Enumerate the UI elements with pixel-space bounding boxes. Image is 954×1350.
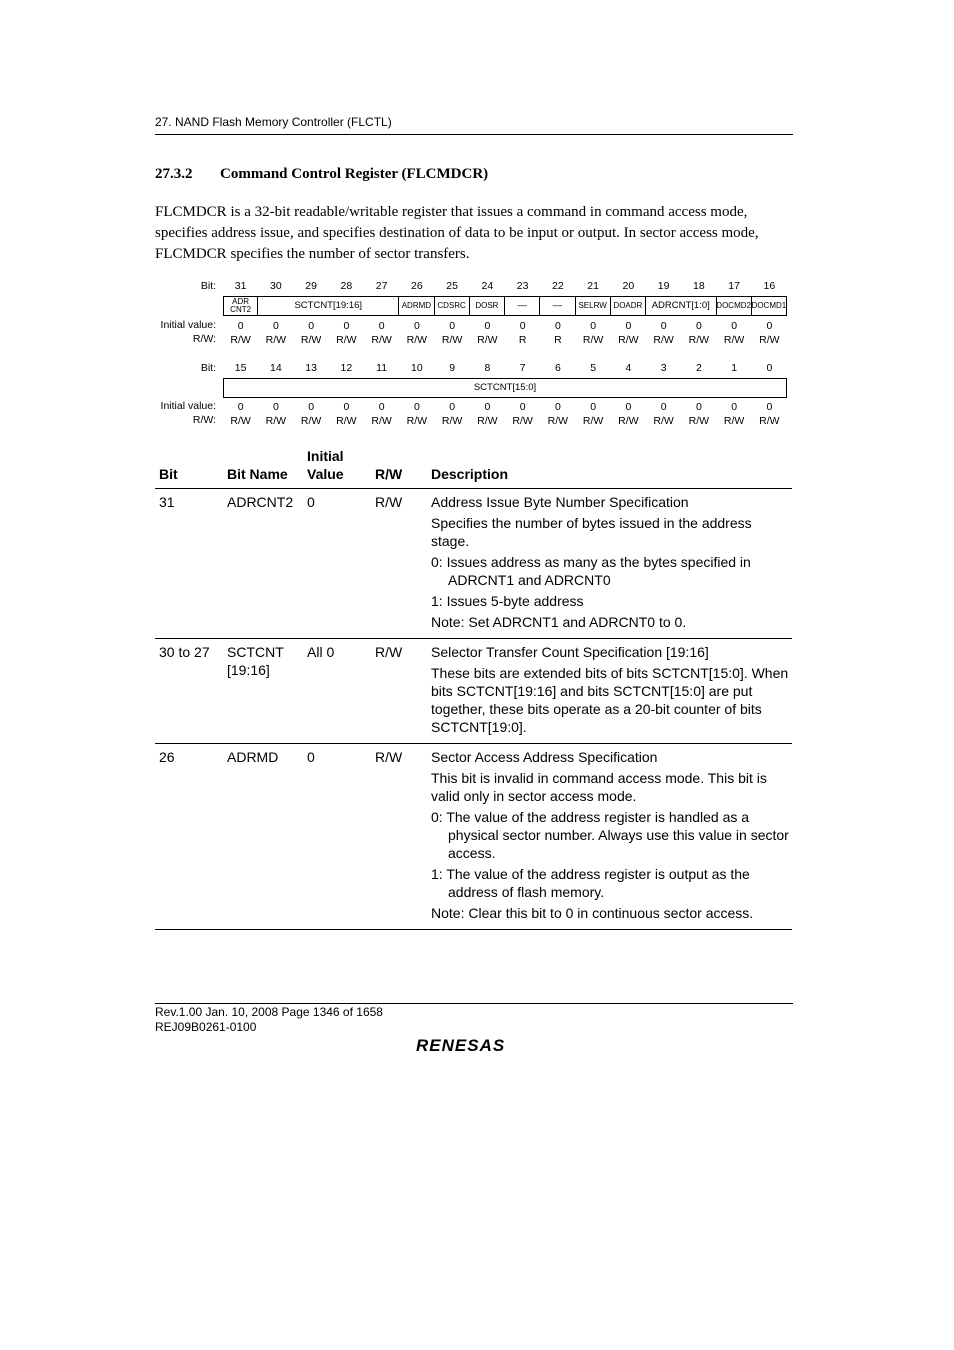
register-cell: 31 [234, 280, 247, 292]
description-paragraph: Selector Transfer Count Specification [19:16] [431, 644, 709, 660]
header-bit-name: Bit Name [227, 466, 288, 482]
register-cell: 0 [343, 320, 350, 332]
register-cell: 0 [695, 401, 702, 413]
register-field: — [505, 296, 540, 316]
register-field: ADRMD [399, 296, 434, 316]
register-cell: 2 [695, 362, 702, 374]
register-cell: 25 [446, 280, 458, 292]
field-row [223, 378, 787, 398]
register-cell: 0 [484, 320, 491, 332]
register-cell: 0 [272, 401, 279, 413]
register-cell: R/W [759, 334, 780, 346]
register-cell: 0 [272, 320, 279, 332]
register-cell: 1 [731, 362, 738, 374]
register-cell: 29 [305, 280, 317, 292]
register-cell: R/W [688, 334, 710, 346]
register-cell: 7 [519, 362, 526, 374]
footer-revision: Rev.1.00 Jan. 10, 2008 Page 1346 of 1658 [155, 1005, 383, 1019]
register-cell: 18 [693, 280, 705, 292]
register-cell: R/W [547, 415, 569, 427]
description-paragraph: 1: Issues 5-byte address [431, 593, 584, 609]
description-paragraph: Note: Clear this bit to 0 in continuous sector access. [431, 905, 754, 921]
register-cell: R/W [265, 334, 287, 346]
cell-initial-value: All 0 [307, 644, 335, 660]
register-cell: 3 [660, 362, 667, 374]
register-cell: 0 [519, 401, 526, 413]
register-cell: 0 [449, 320, 456, 332]
register-cell: R/W [512, 415, 533, 427]
register-cell: R/W [477, 334, 498, 346]
register-field: SCTCNT[15:0] [223, 378, 787, 398]
register-cell: R/W [618, 415, 639, 427]
register-cell: 11 [376, 362, 388, 374]
register-cell: 0 [731, 320, 738, 332]
register-field: DOADR [611, 296, 646, 316]
register-field: DOCMD2 [717, 296, 752, 316]
register-cell: R/W [336, 334, 357, 346]
header-initial-line1: Initial [307, 448, 344, 464]
register-cell: R/W [371, 334, 392, 346]
header-bit: Bit [159, 466, 178, 482]
bit-label: Bit: [200, 280, 216, 292]
table-body [155, 489, 792, 930]
register-cell: 0 [660, 320, 667, 332]
initial-value-label: Initial value: [160, 400, 216, 412]
cell-description [431, 643, 792, 736]
register-cell: 0 [237, 401, 244, 413]
register-cell: 0 [766, 401, 773, 413]
register-cell: 0 [484, 401, 491, 413]
header-initial-value [307, 447, 344, 483]
register-cell: 0 [766, 362, 773, 374]
footer-document-number: REJ09B0261-0100 [155, 1020, 257, 1034]
register-cell: 4 [625, 362, 632, 374]
initial-value-row [223, 401, 787, 413]
register-field: SELRW [576, 296, 611, 316]
table-header [155, 448, 792, 489]
register-cell: R/W [300, 334, 322, 346]
register-cell: R/W [230, 415, 251, 427]
cell-initial-value: 0 [307, 494, 315, 510]
cell-bit-name: ADRMD [227, 749, 279, 765]
register-cell: 20 [622, 280, 635, 292]
cell-bit-name: SCTCNT [19:16] [227, 644, 284, 678]
register-cell: 0 [554, 401, 561, 413]
register-cell: 24 [481, 280, 494, 292]
register-cell: 12 [340, 362, 353, 374]
register-cell: 0 [625, 401, 632, 413]
cell-bit-name: ADRCNT2 [227, 494, 294, 510]
description-paragraph: Specifies the number of bytes issued in the address stage. [431, 515, 752, 549]
register-cell: 5 [590, 362, 597, 374]
register-cell: R/W [582, 334, 604, 346]
register-cell: 26 [411, 280, 423, 292]
description-paragraph: Sector Access Address Specification [431, 749, 658, 765]
register-cell: R/W [477, 415, 498, 427]
bit-label: Bit: [200, 362, 216, 374]
header-rule [155, 134, 793, 135]
footer-rule [155, 1003, 793, 1004]
cell-rw: R/W [375, 749, 403, 765]
register-cell: 0 [413, 401, 420, 413]
running-header: 27. NAND Flash Memory Controller (FLCTL) [155, 115, 392, 129]
register-cell: 19 [657, 280, 670, 292]
register-cell: 0 [343, 401, 350, 413]
field-row [223, 296, 787, 316]
register-cell: 0 [308, 320, 315, 332]
header-rw: R/W [375, 466, 403, 482]
register-cell: R/W [759, 415, 780, 427]
register-cell: 17 [728, 280, 740, 292]
register-cell: R/W [300, 415, 322, 427]
register-field: CDSRC [435, 296, 470, 316]
rw-row [223, 334, 787, 346]
register-cell: R/W [371, 415, 392, 427]
register-field: — [540, 296, 575, 316]
register-cell: 0 [378, 401, 385, 413]
register-cell: R/W [265, 415, 287, 427]
rw-row [223, 415, 787, 427]
register-cell: R [518, 334, 527, 346]
register-cell: R/W [441, 415, 463, 427]
register-cell: 0 [308, 401, 315, 413]
register-cell: R/W [230, 334, 251, 346]
description-paragraph: Note: Set ADRCNT1 and ADRCNT0 to 0. [431, 614, 687, 630]
header-initial-line2: Value [307, 466, 344, 482]
rw-label: R/W: [192, 414, 216, 426]
register-cell: 23 [516, 280, 529, 292]
register-cell: R/W [336, 415, 357, 427]
cell-description [431, 748, 792, 922]
initial-value-label: Initial value: [160, 319, 216, 331]
register-cell: R/W [406, 415, 428, 427]
description-paragraph: 0: Issues address as many as the bytes specified in ADRCNT1 and ADRCNT0 [431, 554, 751, 588]
register-cell: 22 [552, 280, 564, 292]
register-cell: R/W [653, 334, 674, 346]
register-cell: 28 [340, 280, 353, 292]
renesas-logo [414, 1034, 534, 1061]
register-cell: R/W [406, 334, 428, 346]
description-paragraph: 1: The value of the address register is output as the address of flash memory. [431, 866, 750, 900]
register-cell: 0 [237, 320, 244, 332]
register-cell: 0 [660, 401, 667, 413]
bit-number-row [223, 362, 787, 374]
cell-rw: R/W [375, 644, 403, 660]
register-cell: 16 [763, 280, 776, 292]
intro-paragraph: FLCMDCR is a 32-bit readable/writable register that issues a command in command access mode, specifies address issue, and specifies destination of data to be input or output. In sector access mode, FLCMDCR specifies the number of sector transfers. [155, 204, 759, 262]
register-cell: 0 [766, 320, 773, 332]
rw-label: R/W: [192, 333, 216, 345]
table-row [155, 639, 792, 744]
register-cell: 30 [270, 280, 282, 292]
register-cell: 0 [519, 320, 526, 332]
table-row [155, 489, 792, 639]
register-cell: R/W [582, 415, 604, 427]
register-field: SCTCNT[19:16] [258, 296, 399, 316]
section-number: 27.3.2 [155, 166, 193, 182]
register-cell: 8 [484, 362, 491, 374]
register-cell: 0 [625, 320, 632, 332]
register-cell: 21 [587, 280, 599, 292]
register-cell: R [554, 334, 562, 346]
register-cell: 0 [590, 320, 597, 332]
register-cell: R/W [688, 415, 710, 427]
renesas-logo-mark [414, 1034, 534, 1056]
register-cell: R/W [653, 415, 674, 427]
cell-initial-value: 0 [307, 749, 315, 765]
section-title: Command Control Register (FLCMDCR) [220, 166, 489, 182]
register-cell: 14 [270, 362, 282, 374]
description-paragraph: These bits are extended bits of bits SCTCNT[15:0]. When bits SCTCNT[19:16] and bits SCTCNT[15:0] are put together, these bits operate as a 20-bit counter of bits SCTCNT[19:0]. [431, 665, 789, 735]
register-cell: R/W [723, 334, 745, 346]
cell-bit: 30 to 27 [159, 644, 210, 660]
cell-bit: 26 [159, 749, 175, 765]
section-heading [155, 166, 488, 183]
register-cell: 10 [411, 362, 423, 374]
register-cell: 27 [375, 280, 388, 292]
register-cell: 0 [449, 401, 456, 413]
register-cell: 0 [590, 401, 597, 413]
register-field: DOCMD1 [752, 296, 787, 316]
cell-description [431, 493, 792, 631]
register-cell: 0 [695, 320, 702, 332]
header-description: Description [431, 466, 509, 482]
description-paragraph: This bit is invalid in command access mode. This bit is valid only in sector access mode. [431, 770, 767, 804]
register-cell: 6 [554, 362, 561, 374]
register-cell: 0 [378, 320, 385, 332]
register-cell: R/W [441, 334, 463, 346]
bit-description-table [155, 448, 792, 930]
bit-number-row [223, 280, 787, 292]
register-cell: 15 [234, 362, 247, 374]
register-cell: 13 [305, 362, 317, 374]
logo-text: RENESAS [416, 1036, 506, 1055]
register-cell: R/W [618, 334, 639, 346]
register-cell: 9 [449, 362, 456, 374]
register-cell: R/W [723, 415, 745, 427]
register-cell: 0 [731, 401, 738, 413]
cell-rw: R/W [375, 494, 403, 510]
cell-bit: 31 [159, 494, 175, 510]
register-field: ADR CNT2 [223, 296, 258, 316]
register-field: DOSR [470, 296, 505, 316]
initial-value-row [223, 320, 787, 332]
register-field: ADRCNT[1:0] [646, 296, 717, 316]
register-cell: 0 [413, 320, 420, 332]
description-paragraph: 0: The value of the address register is handled as a physical sector number. Always use this value in sector access. [431, 809, 789, 861]
description-paragraph: Address Issue Byte Number Specification [431, 494, 689, 510]
register-cell: 0 [554, 320, 561, 332]
table-row [155, 744, 792, 930]
